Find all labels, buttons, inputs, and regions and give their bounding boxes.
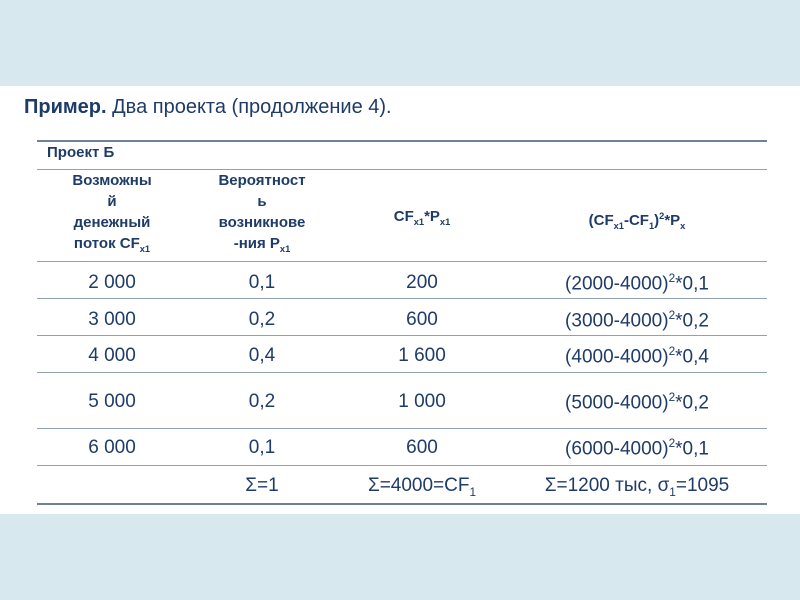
header-col2-line2: ь: [257, 193, 267, 210]
header-bottom-rule: [37, 261, 767, 262]
cell-flow: 5 000: [88, 391, 136, 412]
cell-deviation: (4000-4000)$^2$*0,4: [565, 345, 709, 368]
cell-flow: 4 000: [88, 345, 136, 366]
total-probability: Σ=1: [245, 475, 279, 496]
cell-prob: 0,2: [248, 391, 276, 412]
row-rule: [37, 372, 767, 373]
header-col2-line4: -ния $P_{x1}$: [233, 235, 291, 254]
row-rule: [37, 335, 767, 336]
title-rest: Два проекта (продолжение 4).: [106, 96, 392, 118]
total-product: $\Sigma=4000=CF_1$: [367, 475, 477, 499]
project-label: Проект Б: [47, 144, 115, 161]
title-bold: Пример.: [24, 96, 107, 118]
header-col1-line4: поток $CF_{x1}$: [73, 235, 151, 254]
cell-prob: 0,1: [248, 437, 276, 458]
header-col1-line2: й: [107, 193, 117, 210]
header-deviation: $(CF_{x1}-CF_1)^2*P_x$: [588, 211, 686, 231]
header-cf-times-p: $CF_{x1}*P_{x1}$: [393, 208, 451, 227]
cell-product: 1 000: [398, 391, 446, 412]
row-rule: [37, 465, 767, 466]
header-possible-cash-flow: [37, 170, 187, 260]
table-bottom-rule: [37, 503, 767, 505]
cell-deviation: (5000-4000)$^2$*0,2: [565, 391, 709, 414]
header-col2-line3: возникнове: [218, 214, 306, 231]
header-col1-line1: Возможны: [72, 172, 152, 189]
cell-product: 1 600: [398, 345, 446, 366]
cell-flow: 3 000: [88, 309, 136, 330]
cell-product: 200: [406, 272, 438, 293]
slide-title: [24, 96, 392, 119]
cell-product: 600: [406, 309, 438, 330]
row-rule: [37, 428, 767, 429]
cell-prob: 0,4: [248, 345, 276, 366]
cell-deviation: (3000-4000)$^2$*0,2: [565, 309, 709, 332]
row-rule: [37, 298, 767, 299]
cell-prob: 0,2: [248, 309, 276, 330]
cell-product: 600: [406, 437, 438, 458]
cell-flow: 6 000: [88, 437, 136, 458]
cell-deviation: (6000-4000)$^2$*0,1: [565, 437, 709, 460]
slide: [0, 86, 800, 514]
header-col2-line1: Вероятност: [218, 172, 306, 189]
header-col1-line3: денежный: [73, 214, 151, 231]
header-probability: [187, 170, 337, 260]
table-top-rule: [37, 140, 767, 142]
cell-flow: 2 000: [88, 272, 136, 293]
cell-prob: 0,1: [248, 272, 276, 293]
total-deviation: Σ=1200 тыс, $\sigma_1=1095$: [544, 475, 730, 499]
cell-deviation: (2000-4000)$^2$*0,1: [565, 272, 709, 295]
